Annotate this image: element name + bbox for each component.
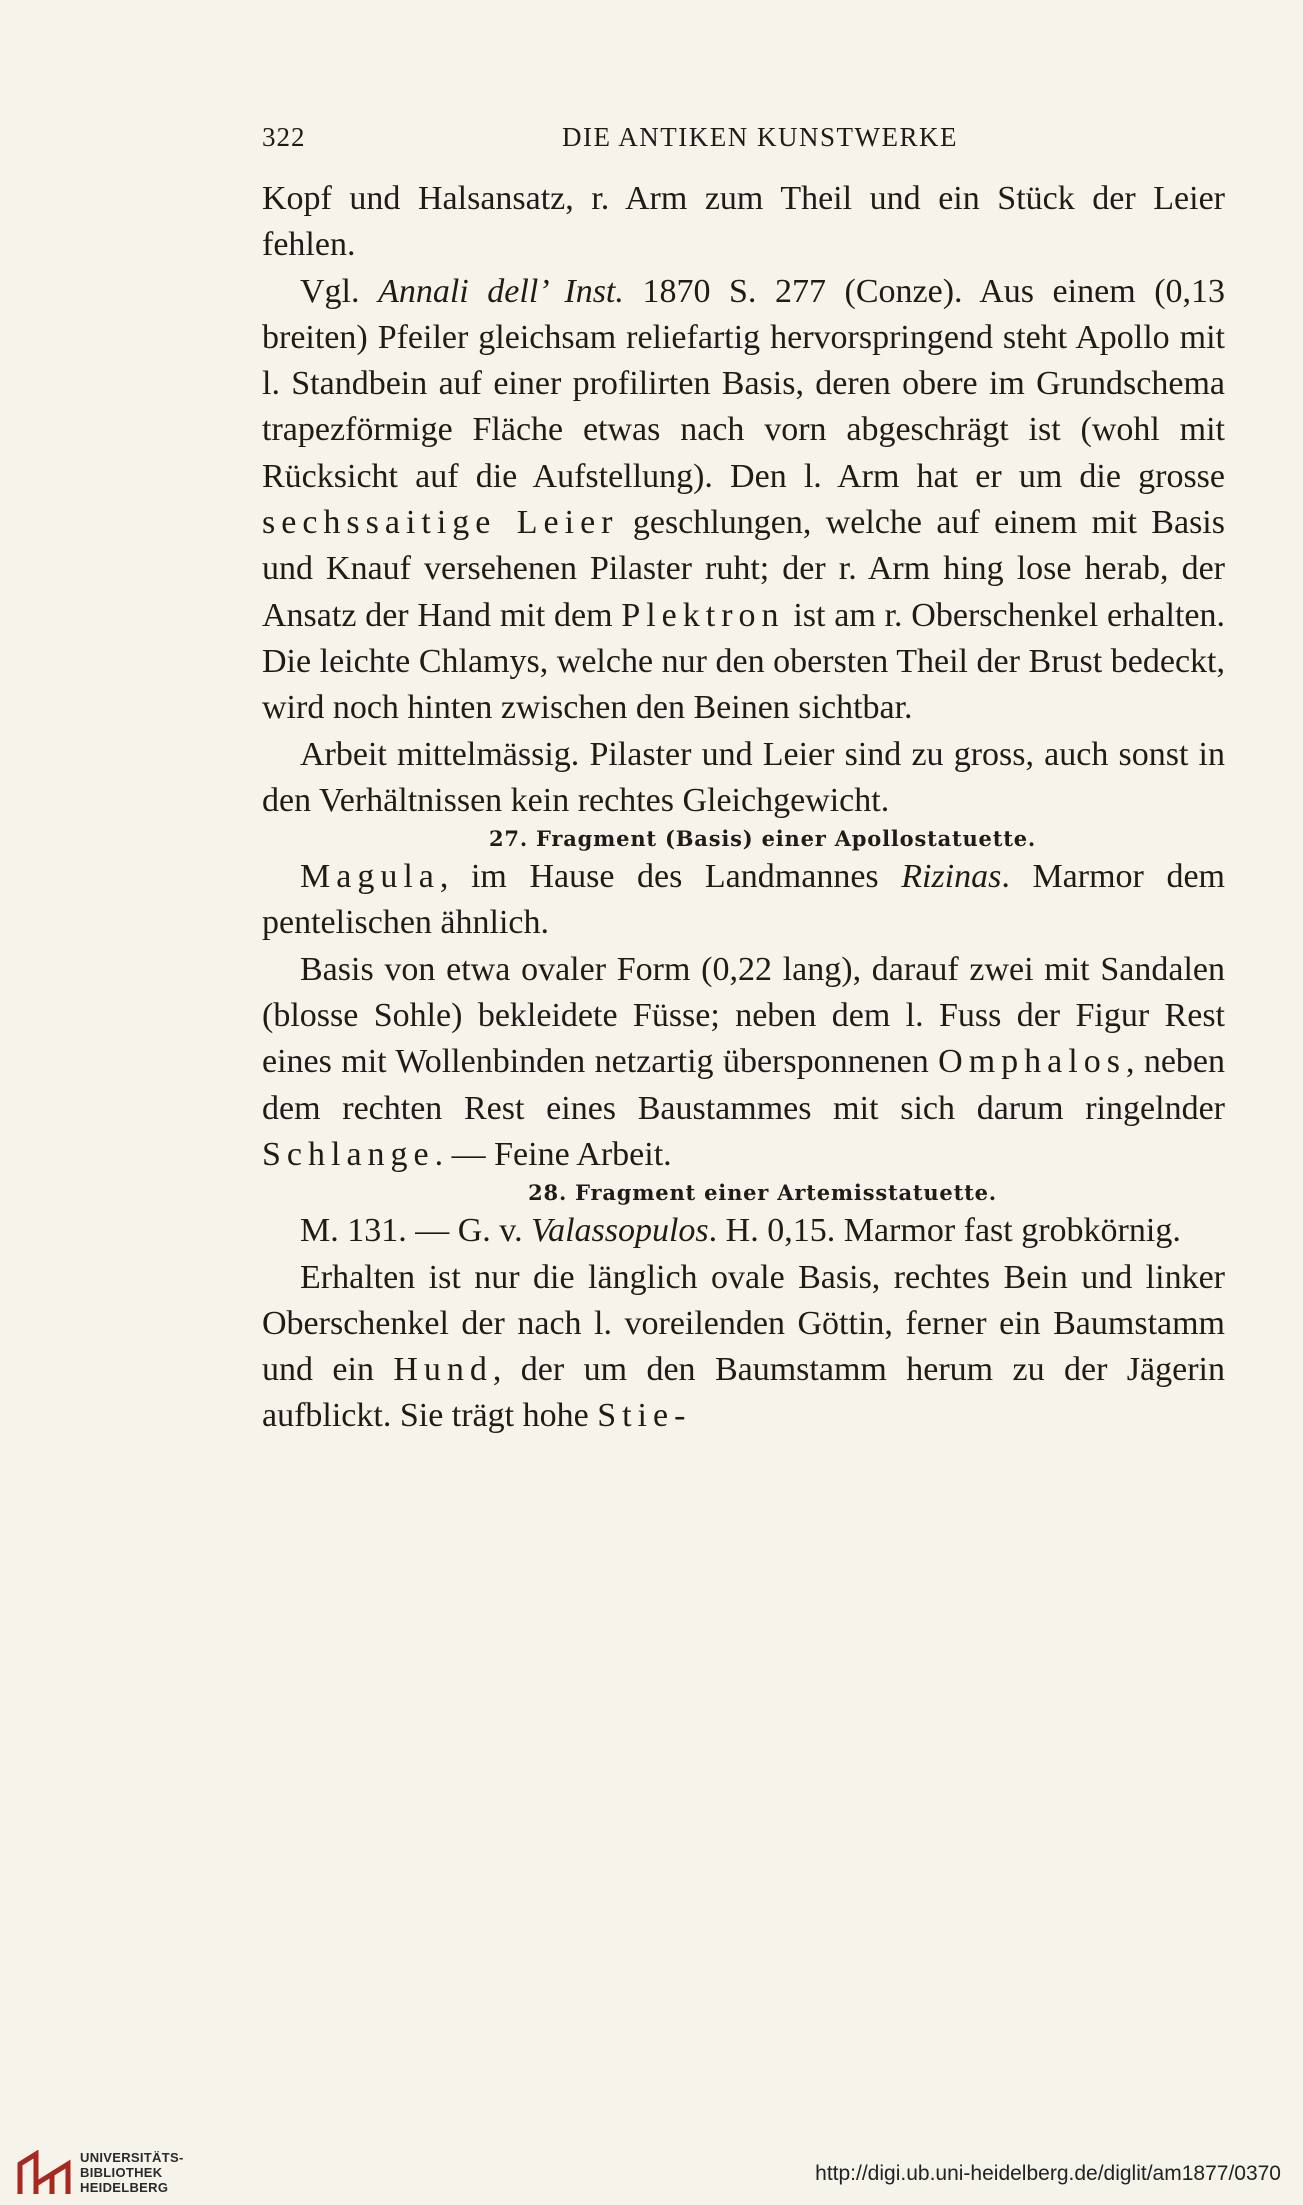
section-heading-27: 27. Fragment (Basis) einer Apollostatuette.	[489, 826, 1036, 852]
paragraph-fragment-top: Kopf und Halsansatz, r. Arm zum Theil und ein Stück der Leier fehlen.	[262, 180, 1225, 264]
paragraph-description-28: Erhalten ist nur die länglich ovale Basis, rechtes Bein und linker Oberschenkel der nach l. voreilenden Göttin, ferner ein Baumstamm und ein Hund, der um den Baumstamm herum zu der Jägerin aufblickt. Sie trägt hohe Stie-	[262, 1258, 1225, 1435]
spaced-term: Plektron	[621, 596, 785, 634]
person-name: Valassopulos	[531, 1212, 709, 1250]
paragraph-provenance-28: M. 131. — G. v. Valassopulos. H. 0,15. Marmor fast grobkörnig.	[300, 1212, 1181, 1250]
source-url-link[interactable]: http://digi.ub.uni-heidelberg.de/diglit/am1877/0370	[815, 2162, 1281, 2185]
running-head	[262, 122, 1232, 162]
paragraph-provenance-27: Magula, im Hause des Landmannes Rizinas. Marmor dem pentelischen ähnlich.	[262, 858, 1225, 942]
person-name: Rizinas	[901, 858, 1002, 896]
spaced-term: Stie-	[597, 1397, 692, 1435]
spaced-term: Hund	[393, 1351, 493, 1389]
section-heading-28: 28. Fragment einer Artemisstatuette.	[528, 1180, 997, 1206]
page-number: 322	[262, 122, 306, 152]
paragraph-assessment: Arbeit mittelmässig. Pilaster und Leier sind zu gross, auch sonst in den Verhältnissen kein rechtes Gleichgewicht.	[262, 735, 1225, 819]
digitization-footer	[0, 2148, 1303, 2205]
main-text	[262, 176, 1225, 1440]
spaced-term: Schlange	[262, 1135, 435, 1173]
spaced-term: sechssaitige Leier	[262, 504, 619, 542]
running-title: DIE ANTIKEN KUNSTWERKE	[562, 122, 958, 152]
citation-annali: Annali dell’ Inst.	[378, 272, 624, 310]
library-name: UNIVERSITÄTS- BIBLIOTHEK HEIDELBERG	[80, 2150, 184, 2195]
spaced-term: Omphalos	[938, 1043, 1126, 1081]
spaced-term: Magula	[300, 858, 440, 896]
paragraph-description-27: Basis von etwa ovaler Form (0,22 lang), darauf zwei mit Sandalen (blosse Sohle) bekleidete Füsse; neben dem l. Fuss der Figur Rest eines mit Wollenbinden netzartig übersponnenen Omphalos, neben dem rechten Rest eines Baustammes mit sich darum ringelnder Schlange. — Feine Arbeit.	[262, 950, 1226, 1173]
heidelberg-library-logo-icon	[14, 2150, 72, 2200]
paragraph-literature: Vgl. Annali dell’ Inst. 1870 S. 277 (Conze). Aus einem (0,13 breiten) Pfeiler gleichsam reliefartig hervorspringend steht Apollo mit l. Standbein auf einer profilirten Basis, deren obere im Grundschema trapezförmige Fläche etwas nach vorn abgeschrägt ist (wohl mit Rücksicht auf die Aufstellung). Den l. Arm hat er um die grosse sechssaitige Leier geschlungen, welche auf einem mit Basis und Knauf versehenen Pilaster ruht; der r. Arm hing lose herab, der Ansatz der Hand mit dem Plektron ist am r. Oberschenkel erhalten. Die leichte Chlamys, welche nur den obersten Theil der Brust bedeckt, wird noch hinten zwischen den Beinen sichtbar.	[262, 272, 1226, 727]
